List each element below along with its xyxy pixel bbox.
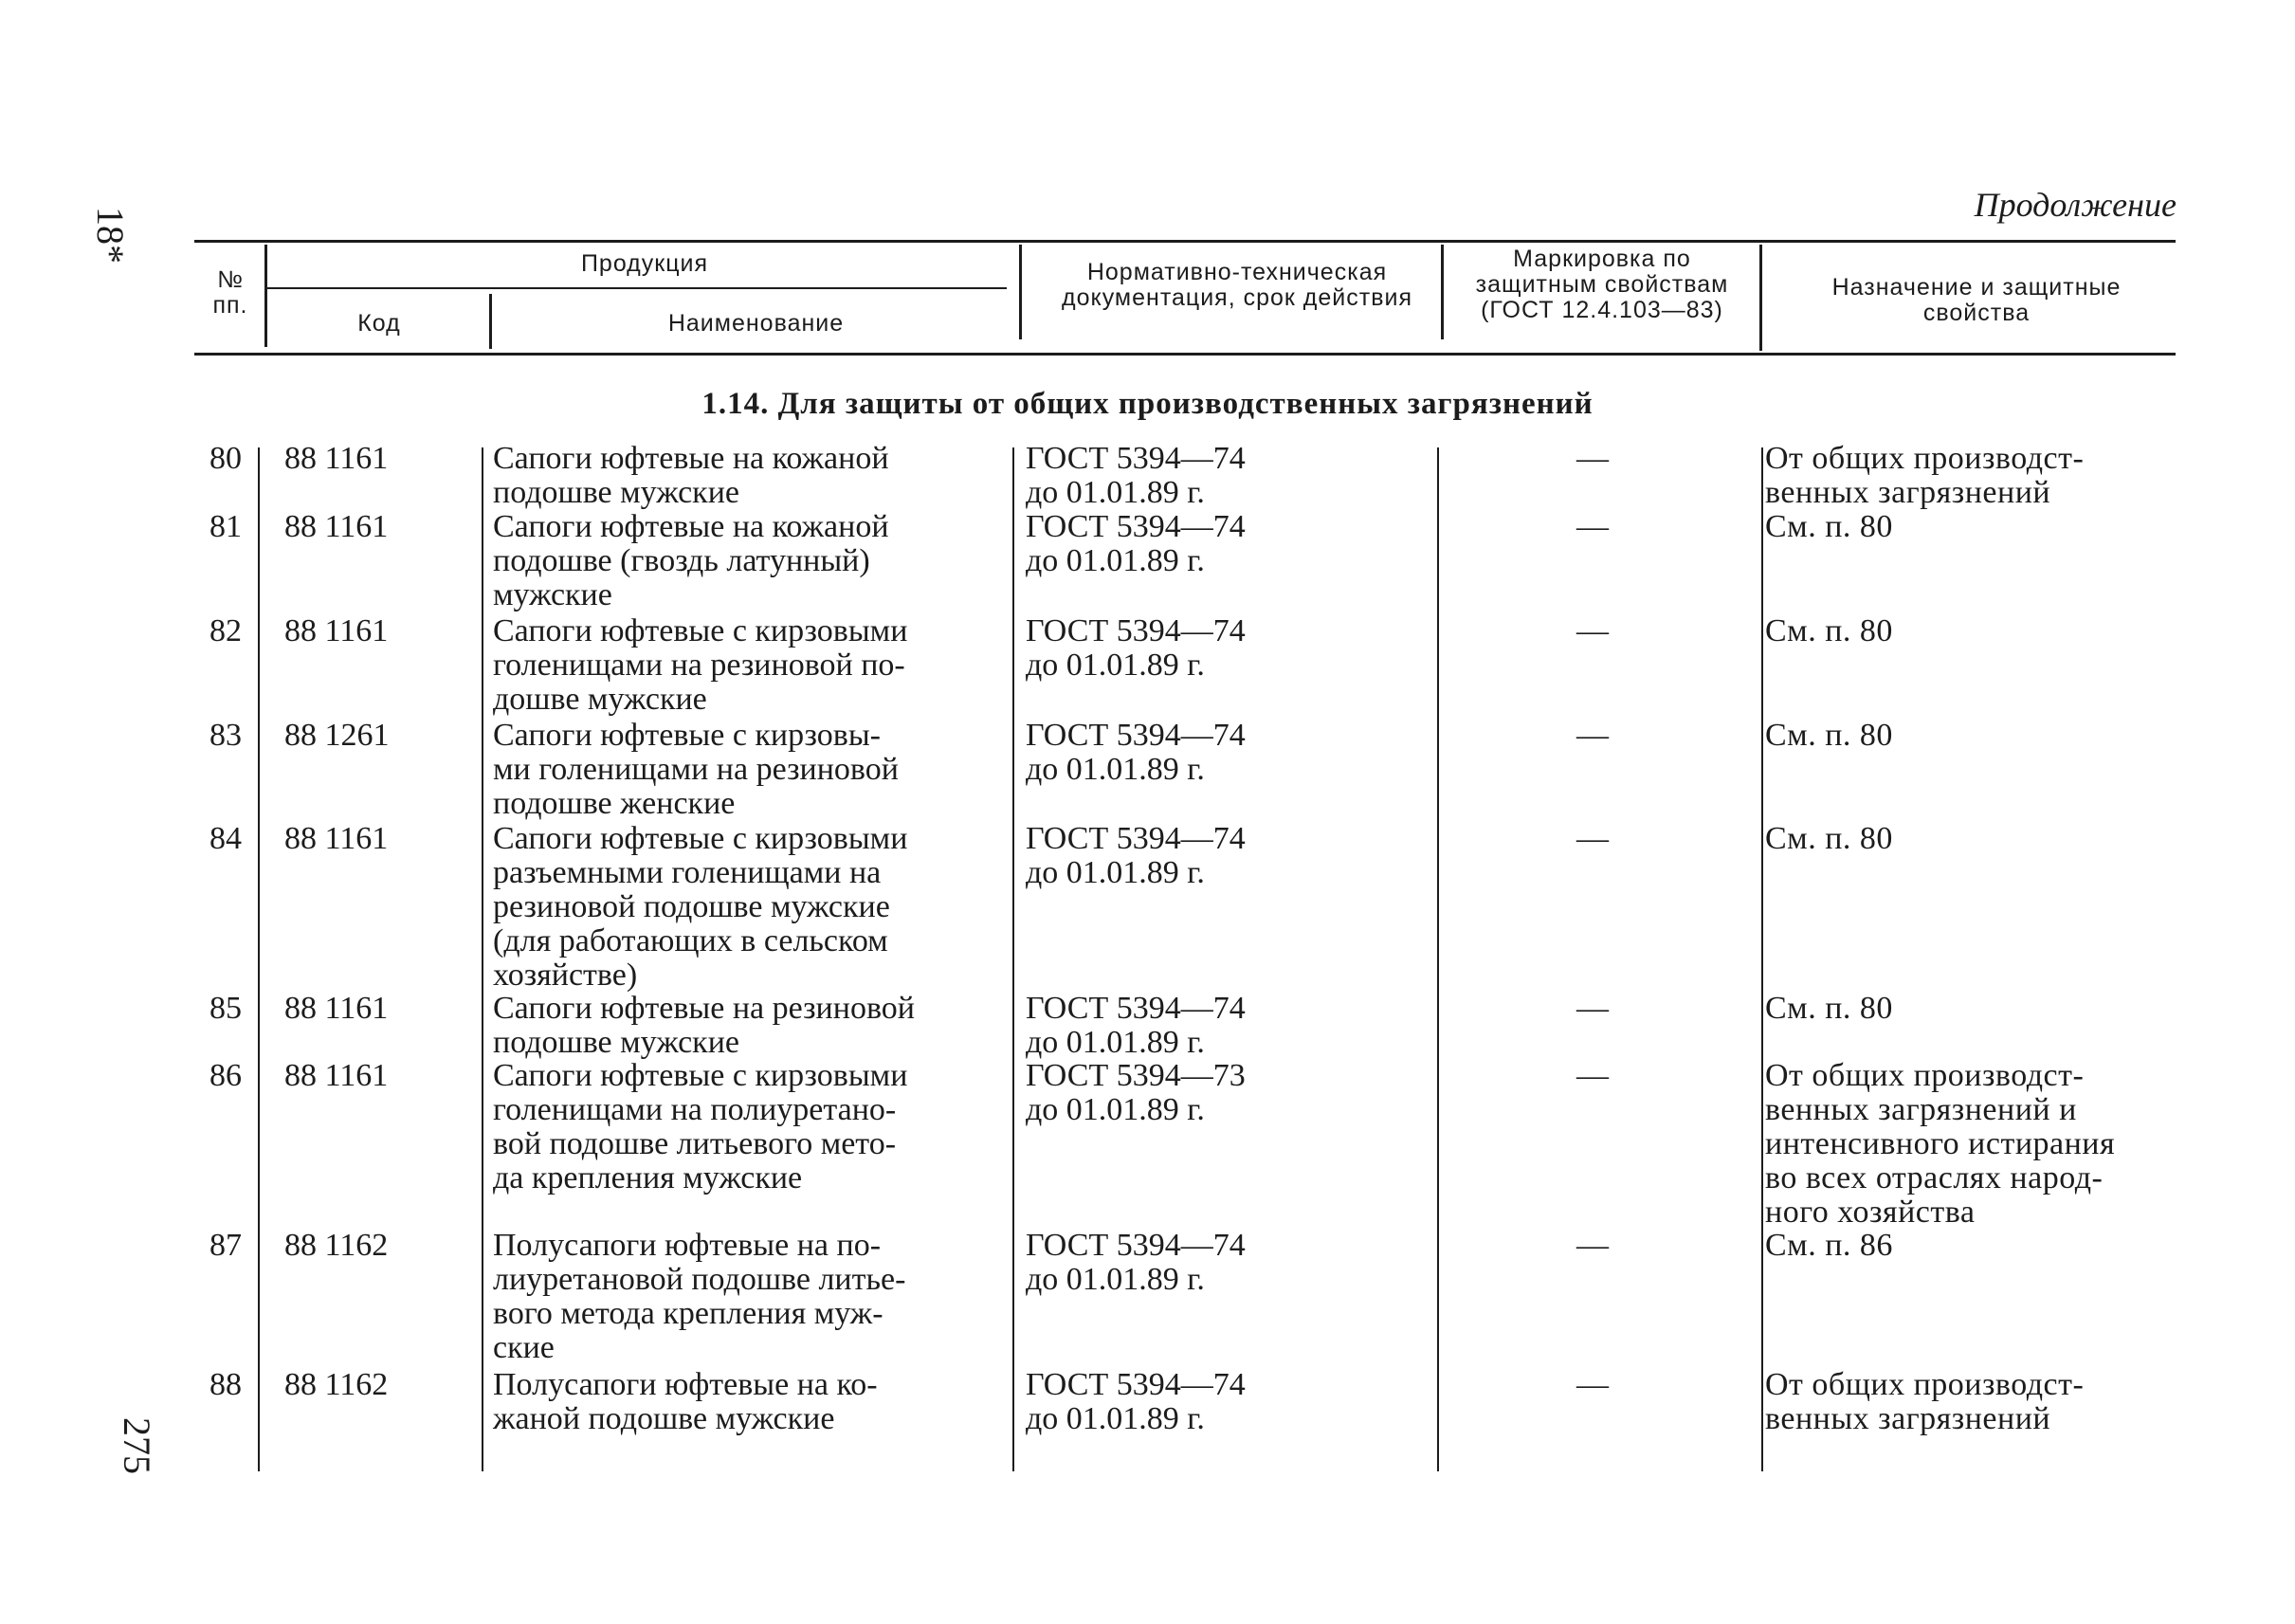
header-purpose: Назначение и защитные свойства [1831,274,2122,326]
row-marking: — [1576,1228,1609,1263]
section-title: 1.14. Для защиты от общих производственных загрязнений [701,387,1594,421]
name-line: подошве женские [493,786,736,821]
name-line: вого метода крепления муж- [493,1296,883,1331]
row-purpose [1765,719,2175,753]
name-line: хозяйстве) [493,958,638,993]
row-doc [1026,1229,1424,1297]
row-code: 88 1162 [284,1367,389,1402]
doc-line: ГОСТ 5394—74 [1026,1367,1246,1402]
doc-line: до 01.01.89 г. [1026,752,1205,787]
row-doc [1026,442,1424,510]
name-line: голенищами на резиновой по- [493,648,905,683]
purpose-line: От общих производст- [1765,1367,2085,1402]
row-doc [1026,992,1424,1060]
name-line: подошве мужские [493,1025,739,1060]
purpose-line: От общих производст- [1765,441,2085,476]
name-line: (для работающих в сельском [493,923,888,958]
purpose-line: См. п. 86 [1765,1228,1893,1263]
name-line: подошве мужские [493,475,739,510]
row-number: 82 [209,613,242,648]
doc-line: до 01.01.89 г. [1026,475,1205,510]
header-divider [1441,245,1444,339]
purpose-line: См. п. 80 [1765,821,1893,856]
doc-line: до 01.01.89 г. [1026,1401,1205,1436]
doc-line: до 01.01.89 г. [1026,1092,1205,1127]
header-code: Код [357,310,401,337]
purpose-line: ного хозяйства [1765,1195,1976,1230]
row-code: 88 1162 [284,1228,389,1263]
row-purpose [1765,1368,2175,1436]
name-line: ские [493,1330,555,1365]
purpose-line: См. п. 80 [1765,509,1893,544]
name-line: Сапоги юфтевые на резиновой [493,991,915,1026]
row-number: 81 [209,509,242,544]
row-code: 88 1161 [284,613,389,648]
doc-line: до 01.01.89 г. [1026,1025,1205,1060]
purpose-line: венных загрязнений [1765,475,2051,510]
row-doc [1026,719,1424,787]
doc-line: до 01.01.89 г. [1026,543,1205,578]
row-number: 83 [209,718,242,753]
name-line: подошве (гвоздь латунный) [493,543,870,578]
row-name [493,1368,1016,1436]
row-marking: — [1576,991,1609,1026]
row-name [493,992,1016,1060]
doc-line: ГОСТ 5394—73 [1026,1058,1246,1093]
doc-line: до 01.01.89 г. [1026,855,1205,890]
row-name [493,1229,1016,1365]
row-marking: — [1576,441,1609,476]
name-line: Сапоги юфтевые на кожаной [493,509,889,544]
doc-line: ГОСТ 5394—74 [1026,613,1246,648]
row-purpose [1765,1059,2175,1230]
row-marking: — [1576,1367,1609,1402]
row-name [493,442,1016,510]
header-product-rule [267,287,1007,289]
header-divider [1759,245,1762,351]
row-doc [1026,510,1424,578]
header-divider [1019,245,1022,339]
row-number: 86 [209,1058,242,1093]
purpose-line: См. п. 80 [1765,613,1893,648]
doc-line: до 01.01.89 г. [1026,648,1205,683]
column-rule [482,447,483,1471]
header-marking: Маркировка по защитным свойствам (ГОСТ 12.4.103—83) [1475,246,1729,323]
row-purpose [1765,822,2175,856]
row-number: 87 [209,1228,242,1263]
header-bottom-rule [194,353,2176,356]
name-line: разъемными голенищами на [493,855,882,890]
row-number: 85 [209,991,242,1026]
row-marking: — [1576,718,1609,753]
doc-line: ГОСТ 5394—74 [1026,718,1246,753]
doc-line: ГОСТ 5394—74 [1026,441,1246,476]
name-line: резиновой подошве мужские [493,889,890,924]
row-marking: — [1576,821,1609,856]
row-name [493,1059,1016,1195]
doc-line: ГОСТ 5394—74 [1026,1228,1246,1263]
row-doc [1026,1059,1424,1127]
name-line: Сапоги юфтевые с кирзовы- [493,718,881,753]
purpose-line: От общих производст- [1765,1058,2085,1093]
name-line: Полусапоги юфтевые на ко- [493,1367,878,1402]
row-number: 84 [209,821,242,856]
column-rule [1761,447,1763,1471]
row-doc [1026,614,1424,683]
row-purpose [1765,442,2175,510]
name-line: Сапоги юфтевые с кирзовыми [493,821,908,856]
row-code: 88 1161 [284,1058,389,1093]
purpose-line: См. п. 80 [1765,718,1893,753]
row-code: 88 1161 [284,821,389,856]
header-top-rule [194,240,2176,243]
doc-line: ГОСТ 5394—74 [1026,991,1246,1026]
header-num: № пп. [212,266,248,319]
column-rule [1437,447,1439,1471]
name-line: Сапоги юфтевые с кирзовыми [493,613,908,648]
header-product: Продукция [580,250,709,277]
row-code: 88 1161 [284,441,389,476]
purpose-line: венных загрязнений [1765,1401,2051,1436]
purpose-line: интенсивного истирания [1765,1126,2116,1161]
row-purpose [1765,1229,2175,1263]
name-line: вой подошве литьевого мето- [493,1126,897,1161]
doc-line: ГОСТ 5394—74 [1026,821,1246,856]
purpose-line: См. п. 80 [1765,991,1893,1026]
header-divider [489,294,492,349]
sheet-mark: 18* [89,207,132,264]
row-code: 88 1161 [284,509,389,544]
row-purpose [1765,614,2175,648]
header-name: Наименование [667,310,845,337]
row-name [493,614,1016,717]
purpose-line: венных загрязнений и [1765,1092,2077,1127]
column-rule [258,447,260,1471]
page-number: 275 [116,1417,158,1474]
row-code: 88 1261 [284,718,390,753]
row-number: 80 [209,441,242,476]
name-line: дошве мужские [493,682,707,717]
name-line: Полусапоги юфтевые на по- [493,1228,882,1263]
row-doc [1026,822,1424,890]
row-name [493,719,1016,821]
row-name [493,510,1016,612]
row-marking: — [1576,509,1609,544]
name-line: Сапоги юфтевые на кожаной [493,441,889,476]
name-line: лиуретановой подошве литье- [493,1262,906,1297]
row-code: 88 1161 [284,991,389,1026]
header-divider [264,245,267,347]
doc-line: до 01.01.89 г. [1026,1262,1205,1297]
row-name [493,822,1016,993]
row-purpose [1765,510,2175,544]
row-marking: — [1576,1058,1609,1093]
name-line: да крепления мужские [493,1160,803,1195]
name-line: голенищами на полиуретано- [493,1092,897,1127]
name-line: жаной подошве мужские [493,1401,835,1436]
doc-line: ГОСТ 5394—74 [1026,509,1246,544]
purpose-line: во всех отраслях народ- [1765,1160,2104,1195]
name-line: мужские [493,577,612,612]
row-doc [1026,1368,1424,1436]
header-doc: Нормативно-техническая документация, срок действия [1062,259,1412,311]
row-purpose [1765,992,2175,1026]
name-line: ми голенищами на резиновой [493,752,899,787]
name-line: Сапоги юфтевые с кирзовыми [493,1058,908,1093]
row-marking: — [1576,613,1609,648]
continuation-label: Продолжение [1974,186,2177,224]
row-number: 88 [209,1367,242,1402]
